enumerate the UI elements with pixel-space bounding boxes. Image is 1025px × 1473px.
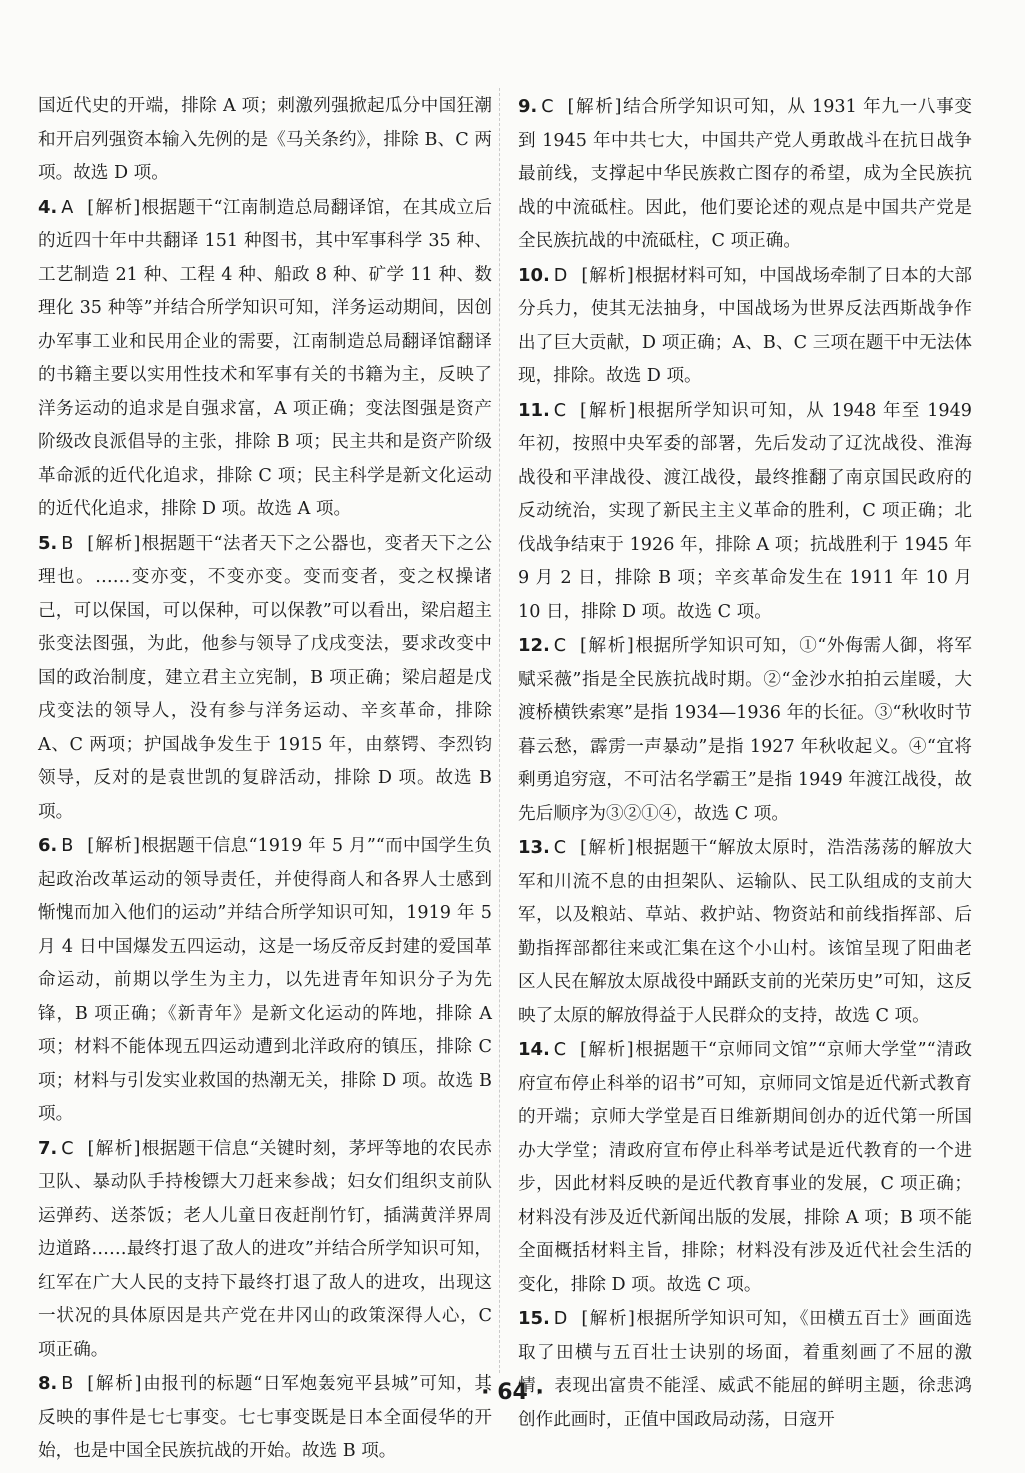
question-number: 15: [518, 1308, 544, 1329]
entry-text: 根据所学知识可知，从 1948 年至 1949 年初，按照中央军委的部署，先后发动了辽沈战役、淮海战役和平津战役、渡江战役，最终推翻了南京国民政府的反动统治，实现了新民主主义革命的胜利，C 项正确；北伐战争结束于 1926 年，排除 A 项；抗战胜利于 1945 年 9 月 2 日，排除 B 项；辛亥革命发生在 1911 年 10 月 10 日，排除 D 项。故选 C 项。: [518, 400, 972, 622]
column-divider: [499, 88, 500, 1373]
analysis-tag: [解析]: [87, 836, 142, 856]
question-number: 10: [518, 264, 544, 286]
question-number: 7: [38, 1137, 51, 1159]
analysis-tag: [解析]: [580, 636, 635, 656]
question-number: 9: [518, 96, 531, 117]
answer-letter: C: [553, 636, 567, 656]
answer-entry-5: 5. B [解析]根据题干“法者天下之公器也，变者天下之公理也。……变亦变，不变亦变。变而变者，变之权操诸己，可以保国，可以保种，可以保教”可以看出，梁启超主张变法图强，为此，他参与领导了戊戌变法，要求改变中国的政治制度，建立君主立宪制，B 项正确；梁启超是戊戌变法的领导人，没有参与洋务运动、辛亥革命，排除 A、C 两项；护国战争发生于 1915 年，由蔡锷、李烈钧领导，反对的是袁世凯的复辟活动，排除 D 项。故选 B 项。: [38, 532, 492, 822]
entry-text: 根据材料可知，中国战场牵制了日本的大部分兵力，使其无法抽身，中国战场为世界反法西斯战争作出了巨大贡献，D 项正确；A、B、C 三项在题干中无法体现，排除。故选 D 项。: [518, 265, 972, 386]
analysis-tag: [解析]: [581, 265, 635, 286]
entry-text: 结合所学知识可知，从 1931 年九一八事变到 1945 年中共七大，中国共产党人勇敢战斗在抗日战争最前线，支撑起中华民族救亡图存的希望，成为全民族抗战的中流砥柱。因此，他们要论述的观点是中国共产党是全民族抗战的中流砥柱，C 项正确。: [518, 97, 972, 251]
question-number: 5: [38, 532, 51, 554]
answer-entry-6: 6. B [解析]根据题干信息“1919 年 5 月”“而中国学生负起政治改革运动的领导责任，并使得商人和各界人士感到惭愧而加入他们的运动”并结合所学知识可知，1919 年 5 月 4 日中国爆发五四运动，这是一场反帝反封建的爱国革命运动，前期以学生为主力，以先进青年知识分子为先锋，B 项正确；《新青年》是新文化运动的阵地，排除 A 项；材料不能体现五四运动遭到北洋政府的镇压，排除 C 项；材料与引发实业救国的热潮无关，排除 D 项。故选 B 项。: [38, 835, 493, 1124]
answer-entry-14: 14. C [解析]根据题干“京师同文馆”“京师大学堂”“清政府宣布停止科举的诏书”可知，京师同文馆是近代新式教育的开端；京师大学堂是百日维新期间创办的近代第一所国办大学堂；清政府宣布停止科举考试是近代教育的一个进步，因此材料反映的是近代教育事业的发展，C 项正确；材料没有涉及近代新闻出版的发展，排除 A 项；B 项不能全面概括材料主旨，排除；材料没有涉及近代社会生活的变化，排除 D 项。故选 C 项。: [518, 1039, 972, 1295]
analysis-tag: [解析]: [580, 1040, 635, 1060]
question-number: 8: [38, 1373, 51, 1394]
answer-letter: B: [61, 533, 74, 554]
answer-letter: C: [541, 97, 554, 117]
question-number: 11: [518, 399, 544, 421]
analysis-tag: [解析]: [87, 197, 142, 218]
answer-entry-11: 11. C [解析]根据所学知识可知，从 1948 年至 1949 年初，按照中央军委的部署，先后发动了辽沈战役、淮海战役和平津战役、渡江战役，最终推翻了南京国民政府的反动统治，实现了新民主主义革命的胜利，C 项正确；北伐战争结束于 1926 年，排除 A 项；抗战胜利于 1945 年 9 月 2 日，排除 B 项；辛亥革命发生在 1911 年 10 月 10 日，排除 D 项。故选 C 项。: [518, 399, 972, 622]
answer-entry-7: 7. C [解析]根据题干信息“关键时刻，茅坪等地的农民赤卫队、暴动队手持梭镖大刀赶来参战；妇女们组织支前队运弹药、送茶饭；老人儿童日夜赶削竹钉，插满黄洋界周边道路……最终打退了敌人的进攻”并结合所学知识可知，红军在广大人民的支持下最终打退了敌人的进攻，出现这一状况的具体原因是共产党在井冈山的政策深得人心，C 项正确。: [38, 1137, 492, 1360]
question-number: 6: [38, 835, 51, 856]
answer-letter: C: [553, 838, 567, 858]
question-number: 14: [518, 1039, 544, 1060]
answer-letter: C: [553, 1040, 567, 1060]
question-number: 4: [38, 196, 51, 218]
analysis-tag: [解析]: [580, 838, 635, 858]
answer-entry-15: 15. D [解析]根据所学知识可知，《田横五百士》画面选取了田横与五百壮士诀别的场面，着重刻画了不屈的激情，表现出富贵不能淫、威武不能屈的鲜明主题，徐悲鸿创作此画时，正值中国政局动荡，日寇开: [518, 1308, 972, 1430]
analysis-tag: [解析]: [580, 400, 637, 421]
entry-text: 根据题干信息“1919 年 5 月”“而中国学生负起政治改革运动的领导责任，并使得商人和各界人士感到惭愧而加入他们的运动”并结合所学知识可知，1919 年 5 月 4 日中国爆发五四运动，这是一场反帝反封建的爱国革命运动，前期以学生为主力，以先进青年知识分子为先锋，B 项正确；《新青年》是新文化运动的阵地，排除 A 项；材料不能体现五四运动遭到北洋政府的镇压，排除 C 项；材料与引发实业救国的热潮无关，排除 D 项。故选 B 项。: [38, 836, 493, 1124]
entry-text: 根据所学知识可知，《田横五百士》画面选取了田横与五百壮士诀别的场面，着重刻画了不屈的激情，表现出富贵不能淫、威武不能屈的鲜明主题，徐悲鸿创作此画时，正值中国政局动荡，日寇开: [518, 1309, 972, 1430]
answer-letter: D: [553, 265, 568, 286]
right-column: [518, 90, 972, 1437]
answer-letter: C: [553, 400, 567, 421]
answer-letter: D: [553, 1309, 568, 1329]
answer-entry-12: 12. C [解析]根据所学知识可知，①“外侮需人御，将军赋采薇”指是全民族抗战时期。②“金沙水拍拍云崖暖，大渡桥横铁索寒”是指 1934—1936 年的长征。③“秋收时节暮云愁，霹雳一声暴动”是指 1927 年秋收起义。④“宜将剩勇追穷寇，不可沽名学霸王”是指 1949 年渡江战役，故先后顺序为③②①④，故选 C 项。: [518, 635, 973, 824]
entry-text: 国近代史的开端，排除 A 项；刺激列强掀起瓜分中国狂潮和开启列强资本输入先例的是《马关条约》，排除 B、C 两项。故选 D 项。: [38, 96, 492, 183]
analysis-tag: [解析]: [567, 97, 623, 117]
analysis-tag: [解析]: [87, 533, 142, 554]
analysis-tag: [解析]: [87, 1138, 142, 1159]
entry-text: 根据题干“江南制造总局翻译馆，在其成立后的近四十年中共翻译 151 种图书，其中军事科学 35 种、工艺制造 21 种、工程 4 种、船政 8 种、矿学 11 种、数理化 35 种等”并结合所学知识可知，洋务运动期间，因创办军事工业和民用企业的需要，江南制造总局翻译馆翻译的书籍主要以实用性技术和军事有关的书籍为主，反映了洋务运动的追求是自强求富，A 项正确；变法图强是资产阶级改良派倡导的主张，排除 B 项；民主共和是资产阶级革命派的近代化追求，排除 C 项；民主科学是新文化运动的近代化追求，排除 D 项。故选 A 项。: [38, 197, 492, 519]
answer-letter: A: [61, 197, 74, 218]
answer-letter: B: [61, 1374, 74, 1394]
analysis-tag: [解析]: [87, 1374, 143, 1394]
entry-text: 根据题干“法者天下之公器也，变者天下之公理也。……变亦变，不变亦变。变而变者，变之权操诸己，可以保国，可以保种，可以保教”可以看出，梁启超主张变法图强，为此，他参与领导了戊戌变法，要求改变中国的政治制度，建立君主立宪制，B 项正确；梁启超是戊戌变法的领导人，没有参与洋务运动、辛亥革命，排除 A、C 两项；护国战争发生于 1915 年，由蔡锷、李烈钧领导，反对的是袁世凯的复辟活动，排除 D 项。故选 B 项。: [38, 533, 492, 822]
left-column: [38, 90, 492, 1469]
answer-letter: B: [61, 836, 74, 856]
entry-text: 根据题干“解放太原时，浩浩荡荡的解放大军和川流不息的由担架队、运输队、民工队组成的支前大军，以及粮站、草站、救护站、物资站和前线指挥部、后勤指挥部都往来或汇集在这个小山村。该馆呈现了阳曲老区人民在解放太原战役中踊跃支前的光荣历史”可知，这反映了太原的解放得益于人民群众的支持，故选 C 项。: [518, 838, 973, 1026]
question-number: 13: [518, 837, 544, 858]
answer-entry-continued: [38, 90, 492, 191]
answer-entry-10: 10. D [解析]根据材料可知，中国战场牵制了日本的大部分兵力，使其无法抽身，中国战场为世界反法西斯战争作出了巨大贡献，D 项正确；A、B、C 三项在题干中无法体现，排除。故选 D 项。: [518, 264, 972, 386]
question-number: 12: [518, 635, 544, 656]
entry-text: 由报刊的标题“日军炮轰宛平县城”可知，其反映的事件是七七事变。七七事变既是日本全面侵华的开始，也是中国全民族抗战的开始。故选 B 项。: [38, 1374, 492, 1461]
analysis-tag: [解析]: [581, 1309, 636, 1329]
page-number: · 64 ·: [481, 1380, 544, 1405]
entry-text: 根据题干信息“关键时刻，茅坪等地的农民赤卫队、暴动队手持梭镖大刀赶来参战；妇女们组织支前队运弹药、送茶饭；老人儿童日夜赶削竹钉，插满黄洋界周边道路……最终打退了敌人的进攻”并结合所学知识可知，红军在广大人民的支持下最终打退了敌人的进攻，出现这一状况的具体原因是共产党在井冈山的政策深得人心，C 项正确。: [38, 1138, 492, 1360]
answer-entry-8: 8. B [解析]由报刊的标题“日军炮轰宛平县城”可知，其反映的事件是七七事变。七七事变既是日本全面侵华的开始，也是中国全民族抗战的开始。故选 B 项。: [38, 1373, 492, 1461]
answer-entry-4: 4. A [解析]根据题干“江南制造总局翻译馆，在其成立后的近四十年中共翻译 151 种图书，其中军事科学 35 种、工艺制造 21 种、工程 4 种、船政 8 种、矿学 11 种、数理化 35 种等”并结合所学知识可知，洋务运动期间，因创办军事工业和民用企业的需要，江南制造总局翻译馆翻译的书籍主要以实用性技术和军事有关的书籍为主，反映了洋务运动的追求是自强求富，A 项正确；变法图强是资产阶级改良派倡导的主张，排除 B 项；民主共和是资产阶级革命派的近代化追求，排除 C 项；民主科学是新文化运动的近代化追求，排除 D 项。故选 A 项。: [38, 196, 492, 519]
entry-text: 根据所学知识可知，①“外侮需人御，将军赋采薇”指是全民族抗战时期。②“金沙水拍拍云崖暖，大渡桥横铁索寒”是指 1934—1936 年的长征。③“秋收时节暮云愁，霹雳一声暴动”是指 1927 年秋收起义。④“宜将剩勇追穷寇，不可沽名学霸王”是指 1949 年渡江战役，故先后顺序为③②①④，故选 C 项。: [518, 636, 973, 824]
answer-entry-13: 13. C [解析]根据题干“解放太原时，浩浩荡荡的解放大军和川流不息的由担架队、运输队、民工队组成的支前大军，以及粮站、草站、救护站、物资站和前线指挥部、后勤指挥部都往来或汇集在这个小山村。该馆呈现了阳曲老区人民在解放太原战役中踊跃支前的光荣历史”可知，这反映了太原的解放得益于人民群众的支持，故选 C 项。: [518, 837, 973, 1026]
answer-letter: C: [61, 1138, 74, 1159]
answer-entry-9: 9. C [解析]结合所学知识可知，从 1931 年九一八事变到 1945 年中共七大，中国共产党人勇敢战斗在抗日战争最前线，支撑起中华民族救亡图存的希望，成为全民族抗战的中流砥柱。因此，他们要论述的观点是中国共产党是全民族抗战的中流砥柱，C 项正确。: [518, 96, 972, 251]
entry-text: 根据题干“京师同文馆”“京师大学堂”“清政府宣布停止科举的诏书”可知，京师同文馆是近代新式教育的开端；京师大学堂是百日维新期间创办的近代第一所国办大学堂；清政府宣布停止科举考试是近代教育的一个进步，因此材料反映的是近代教育事业的发展，C 项正确；材料没有涉及近代新闻出版的发展，排除 A 项；B 项不能全面概括材料主旨，排除；材料没有涉及近代社会生活的变化，排除 D 项。故选 C 项。: [518, 1040, 972, 1295]
